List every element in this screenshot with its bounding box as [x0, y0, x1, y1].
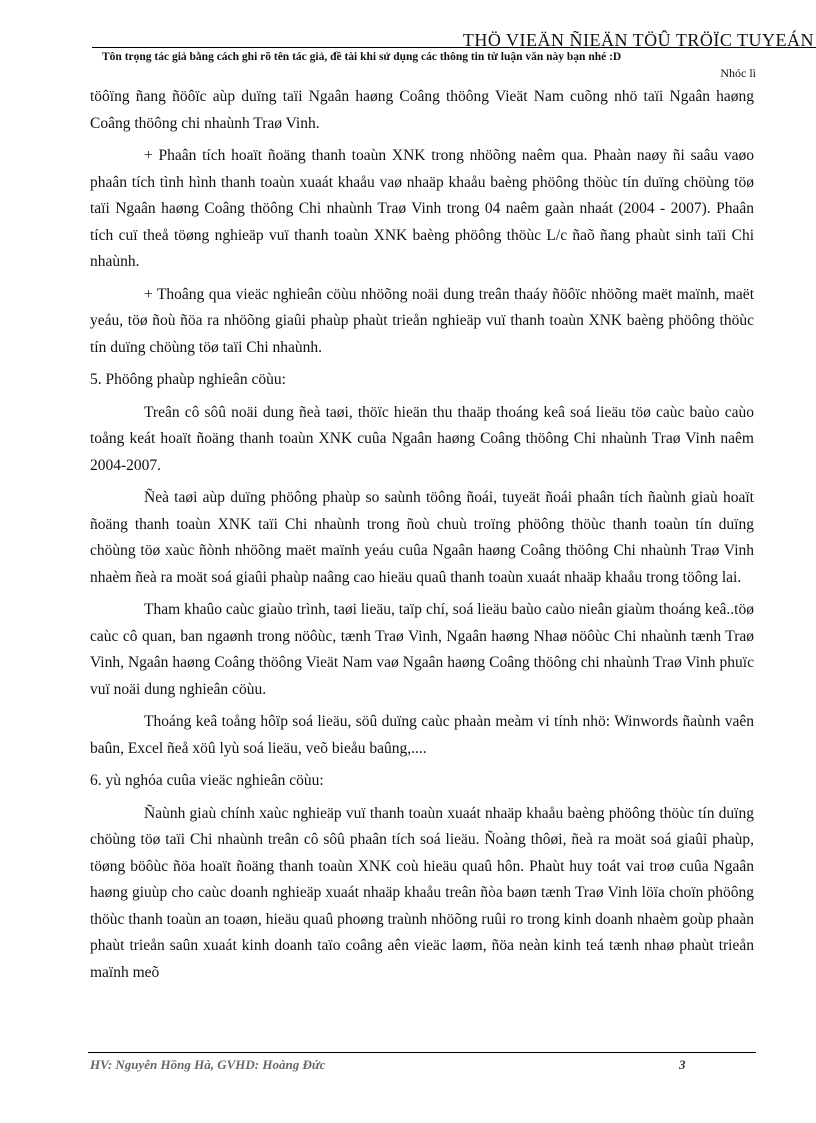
paragraph-research-content: + Thoâng qua vieäc nghieân cöùu nhöõng noäi dung treân thaáy ñöôïc nhöõng maët maïnh, maët yeáu, töø ñoù ñöa ra nhöõng giaûi phaùp phaùt trieån nghieäp vuï thanh toaùn XNK baèng phöông thöùc tín duïng chöùng töø taïi Chi nhaùnh. — [90, 285, 754, 356]
paragraph-references: Tham khaûo caùc giaùo trình, taøi lieäu, taïp chí, soá lieäu baùo caùo nieân giaùm thoáng keâ..töø caùc cô quan, ban ngaønh trong nöôùc, tænh Traø Vinh, Ngaân haøng Nhaø nöôùc Chi nhaùnh tænh Traø Vinh, Ngaân haøng Coâng thöông Vieät Nam vaø Ngaân haøng Coâng thöông chi nhaùnh Traø Vinh phuïc vuï noäi dung nghieân cöùu. — [90, 601, 754, 698]
paragraph-intro-continuation: töôïng ñang ñöôïc aùp duïng taïi Ngaân haøng Coâng thöông Vieät Nam cuõng nhö taïi Ngaân haøng Coâng thöông chi nhaùnh Traø Vinh. — [90, 88, 754, 132]
attribution-notice: Tôn trọng tác giả bằng cách ghi rõ tên tác giả, đề tài khi sử dụng các thông tin từ luận văn này bạn nhé :D — [102, 51, 622, 63]
document-body — [90, 84, 754, 986]
library-title: THÖ VIEÄN ÑIEÄN TÖÛ TRÖÏC TUYEÁN — [462, 30, 814, 50]
paragraph-comparison-method: Ñeà taøi aùp duïng phöông phaùp so saùnh töông ñoái, tuyeät ñoái phaân tích ñaùnh giaù hoaït ñoäng thanh toaùn XNK taïi Chi nhaùnh trong ñoù chuù troïng phöông thöùc thanh toaùn tín duïng chöùng töø xaùc ñònh nhöõng maët maïnh yeáu cuûa Ngaân haøng Coâng thöông Chi nhaùnh Traø Vinh nhaèm ñeà ra moät soá giaûi phaùp naâng cao hieäu quaû thanh toaùn xuaát nhaäp khaåu trong töông lai. — [90, 489, 754, 586]
author-tag: Nhóc lì — [720, 66, 756, 80]
section-heading-methods: 5. Phöông phaùp nghieân cöùu: — [90, 371, 286, 388]
paragraph-significance: Ñaùnh giaù chính xaùc nghieäp vuï thanh toaùn xuaát nhaäp khaåu baèng phöông thöùc tín duïng chöùng töø taïi Chi nhaùnh treân cô sôû phaân tích soá lieäu. Ñoàng thôøi, ñeà ra moät soá giaûi phaùp, töøng böôùc ñöa hoaït ñoäng thanh toaùn XNK coù hieäu quaû hôn. Phaùt huy toát vai troø cuûa Ngaân haøng giuùp cho caùc doanh nghieäp xuaát nhaäp khaåu treân ñòa baøn tænh Traø Vinh löïa choïn phöông thöùc thanh toaùn an toaøn, hieäu quaû phoøng traùnh nhöõng ruûi ro trong kinh doanh nhaèm goùp phaàn phaùt trieån saûn xuaát kinh doanh taïo coâng aên vieäc laøm, ñöa neàn kinh teá tænh nhaø phaùt trieån maïnh meõ — [90, 804, 754, 981]
paragraph-data-collection: Treân cô sôû noäi dung ñeà taøi, thöïc hieän thu thaäp thoáng keâ soá lieäu töø caùc baùo caùo toång keát hoaït ñoäng thanh toaùn XNK cuûa Ngaân haøng Coâng thöông Chi nhaùnh Traø Vinh naêm 2004-2007. — [90, 403, 754, 474]
header-divider — [92, 47, 816, 48]
page-number: 3 — [679, 1057, 686, 1072]
footer-divider — [88, 1052, 756, 1053]
paragraph-statistics-tools: Thoáng keâ toång hôïp soá lieäu, söû duïng caùc phaàn meàm vi tính nhö: Winwords ñaùnh vaên baûn, Excel ñeå xöû lyù soá lieäu, veõ bieåu baûng,.... — [90, 713, 754, 757]
paragraph-analysis: + Phaân tích hoaït ñoäng thanh toaùn XNK trong nhöõng naêm qua. Phaàn naøy ñi saâu vaøo phaân tích tình hình thanh toaùn xuaát khaåu vaø nhaäp khaåu baèng phöông thöùc tín duïng chöùng töø taïi Ngaân haøng Coâng thöông Chi nhaùnh Traø Vinh trong 04 naêm gaàn nhaát (2004 - 2007). Phaân tích cuï theå töøng nghieäp vuï thanh toaùn XNK baèng phöông thöùc L/c ñaõ ñang phaùt sinh taïi Chi nhaùnh. — [90, 147, 754, 270]
footer-credit: HV: Nguyễn Hồng Hà, GVHD: Hoàng Đức — [90, 1057, 326, 1072]
section-heading-significance: 6. yù nghóa cuûa vieäc nghieân cöùu: — [90, 772, 324, 789]
